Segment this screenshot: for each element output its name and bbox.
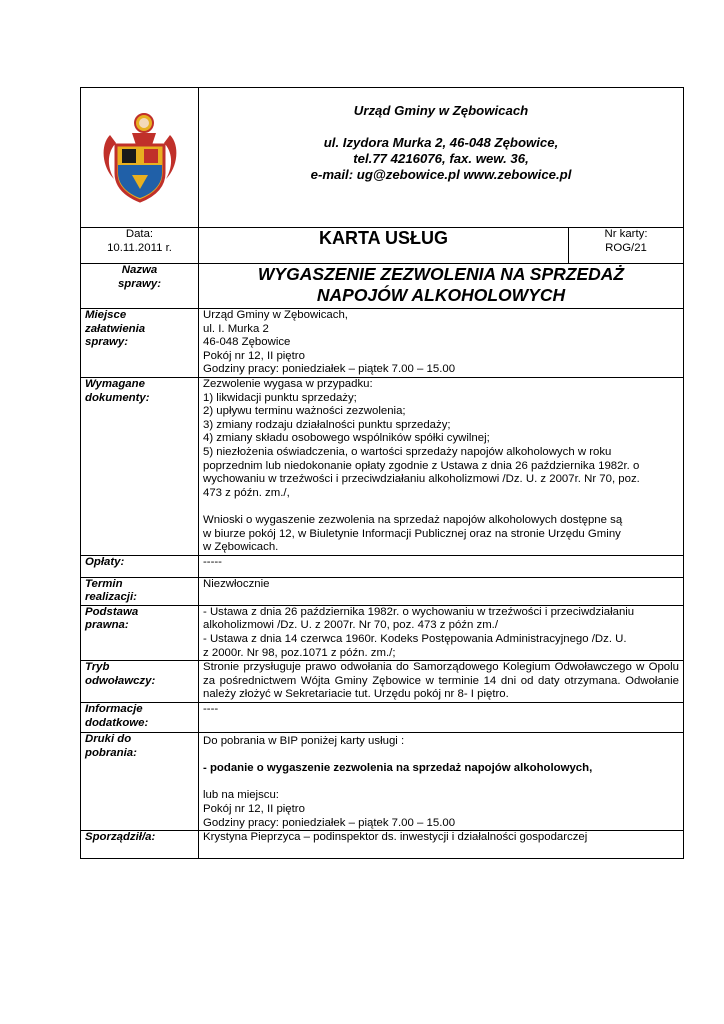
office-name: Urząd Gminy w Zębowicach	[353, 103, 529, 118]
crest-figure-body	[132, 133, 156, 145]
card-number-cell	[569, 228, 684, 264]
office-email: e-mail: ug@zebowice.pl www.zebowice.pl	[310, 167, 572, 182]
card-title-cell	[199, 228, 569, 264]
date-cell	[81, 228, 199, 264]
card-title: KARTA USŁUG	[319, 228, 448, 248]
case-name-label: Nazwa sprawy:	[81, 264, 199, 309]
prepared-by-value: Krystyna Pieprzyca – podinspektor ds. inwestycji i działalności gospodarczej	[199, 831, 684, 859]
additional-info-value: ----	[199, 703, 684, 733]
crest-mantle-right	[164, 135, 176, 179]
documents-label: Wymagane dokumenty:	[81, 377, 199, 555]
crest-tower	[144, 149, 158, 163]
date-label: Data:	[125, 228, 154, 240]
office-address: ul. Izydora Murka 2, 46-048 Zębowice,	[323, 135, 559, 150]
date-value: 10.11.2011 r.	[107, 241, 172, 254]
fees-value: -----	[199, 555, 684, 577]
office-phone: tel.77 4216076, fax. wew. 36,	[353, 151, 529, 166]
crest-eagle	[122, 149, 136, 163]
forms-label: Druki do pobrania:	[81, 733, 199, 831]
service-card-table	[80, 87, 684, 859]
place-label: Miejsce załatwienia sprawy:	[81, 309, 199, 378]
legal-basis-label: Podstawa prawna:	[81, 605, 199, 660]
appeal-value: Stronie przysługuje prawo odwołania do Samorządowego Kolegium Odwoławczego w Opolu za pośrednictwem Wójta Gminy Zębowice w terminie 14 dni od daty otrzymana. Odwołanie należy złożyć w Sekretariacie tut. Urzędu pokój nr 8- I piętro.	[199, 661, 684, 703]
legal-basis-value: - Ustawa z dnia 26 października 1982r. o wychowaniu w trzeźwości i przeciwdziałaniu alkoholizmowi /Dz. U. z 2007r. Nr 70, poz. 473 z późn zm./ - Ustawa z dnia 14 czerwca 1960r. Kodeks Postępowania Administracyjnego /Dz. U. z 2000r. Nr 98, poz.1071 z późn. zm./;	[199, 605, 684, 660]
case-name-cell	[199, 264, 684, 309]
card-number-label: Nr karty:	[604, 228, 648, 240]
municipality-crest-logo	[92, 105, 188, 205]
place-value: Urząd Gminy w Zębowicach, ul. I. Murka 2 46-048 Zębowice Pokój nr 12, II piętro Godziny pracy: poniedziałek – piątek 7.00 – 15.00	[199, 309, 684, 378]
crest-mantle-left	[103, 135, 115, 179]
forms-value: Do pobrania w BIP poniżej karty usługi : - podanie o wygaszenie zezwolenia na sprzedaż napojów alkoholowych, lub na miejscu: Pokój nr 12, II piętro Godziny pracy: poniedziałek – piątek 7.00 – 15.00	[199, 733, 684, 831]
additional-info-label: Informacje dodatkowe:	[81, 703, 199, 733]
documents-value: Zezwolenie wygasa w przypadku: 1) likwidacji punktu sprzedaży; 2) upływu terminu ważności zezwolenia; 3) zmiany rodzaju działalności punktu sprzedaży; 4) zmiany składu osobowego wspólników spółki cywilnej; 5) niezłożenia oświadczenia, o wartości sprzedaży napojów alkoholowych w roku poprzednim lub niedokonanie opłaty zgodnie z Ustawa z dnia 26 października 1982r. o wychowaniu w trzeźwości i przeciwdziałaniu alkoholizmowi /Dz. U. z 2007r. Nr 70, poz. 473 z późn. zm./, Wnioski o wygaszenie zezwolenia na sprzedaż napojów alkoholowych dostępne są w biurze pokój 12, w Biuletynie Informacji Publicznej oraz na stronie Urzędu Gminy w Zębowicach.	[199, 377, 684, 555]
deadline-value: Niezwłocznie	[199, 577, 684, 605]
crest-figure-head	[139, 118, 149, 128]
appeal-label: Tryb odwoławczy:	[81, 661, 199, 703]
card-number-value: ROG/21	[605, 241, 647, 254]
office-header	[199, 88, 684, 228]
form-download-link[interactable]: - podanie o wygaszenie zezwolenia na sprzedaż napojów alkoholowych,	[203, 762, 593, 775]
case-title-line-2: NAPOJÓW ALKOHOLOWYCH	[316, 285, 566, 305]
deadline-label: Termin realizacji:	[81, 577, 199, 605]
crest-cell	[81, 88, 199, 228]
fees-label: Opłaty:	[81, 555, 199, 577]
case-title-line-1: WYGASZENIE ZEZWOLENIA NA SPRZEDAŻ	[257, 264, 625, 284]
prepared-by-label: Sporządził/a:	[81, 831, 199, 859]
